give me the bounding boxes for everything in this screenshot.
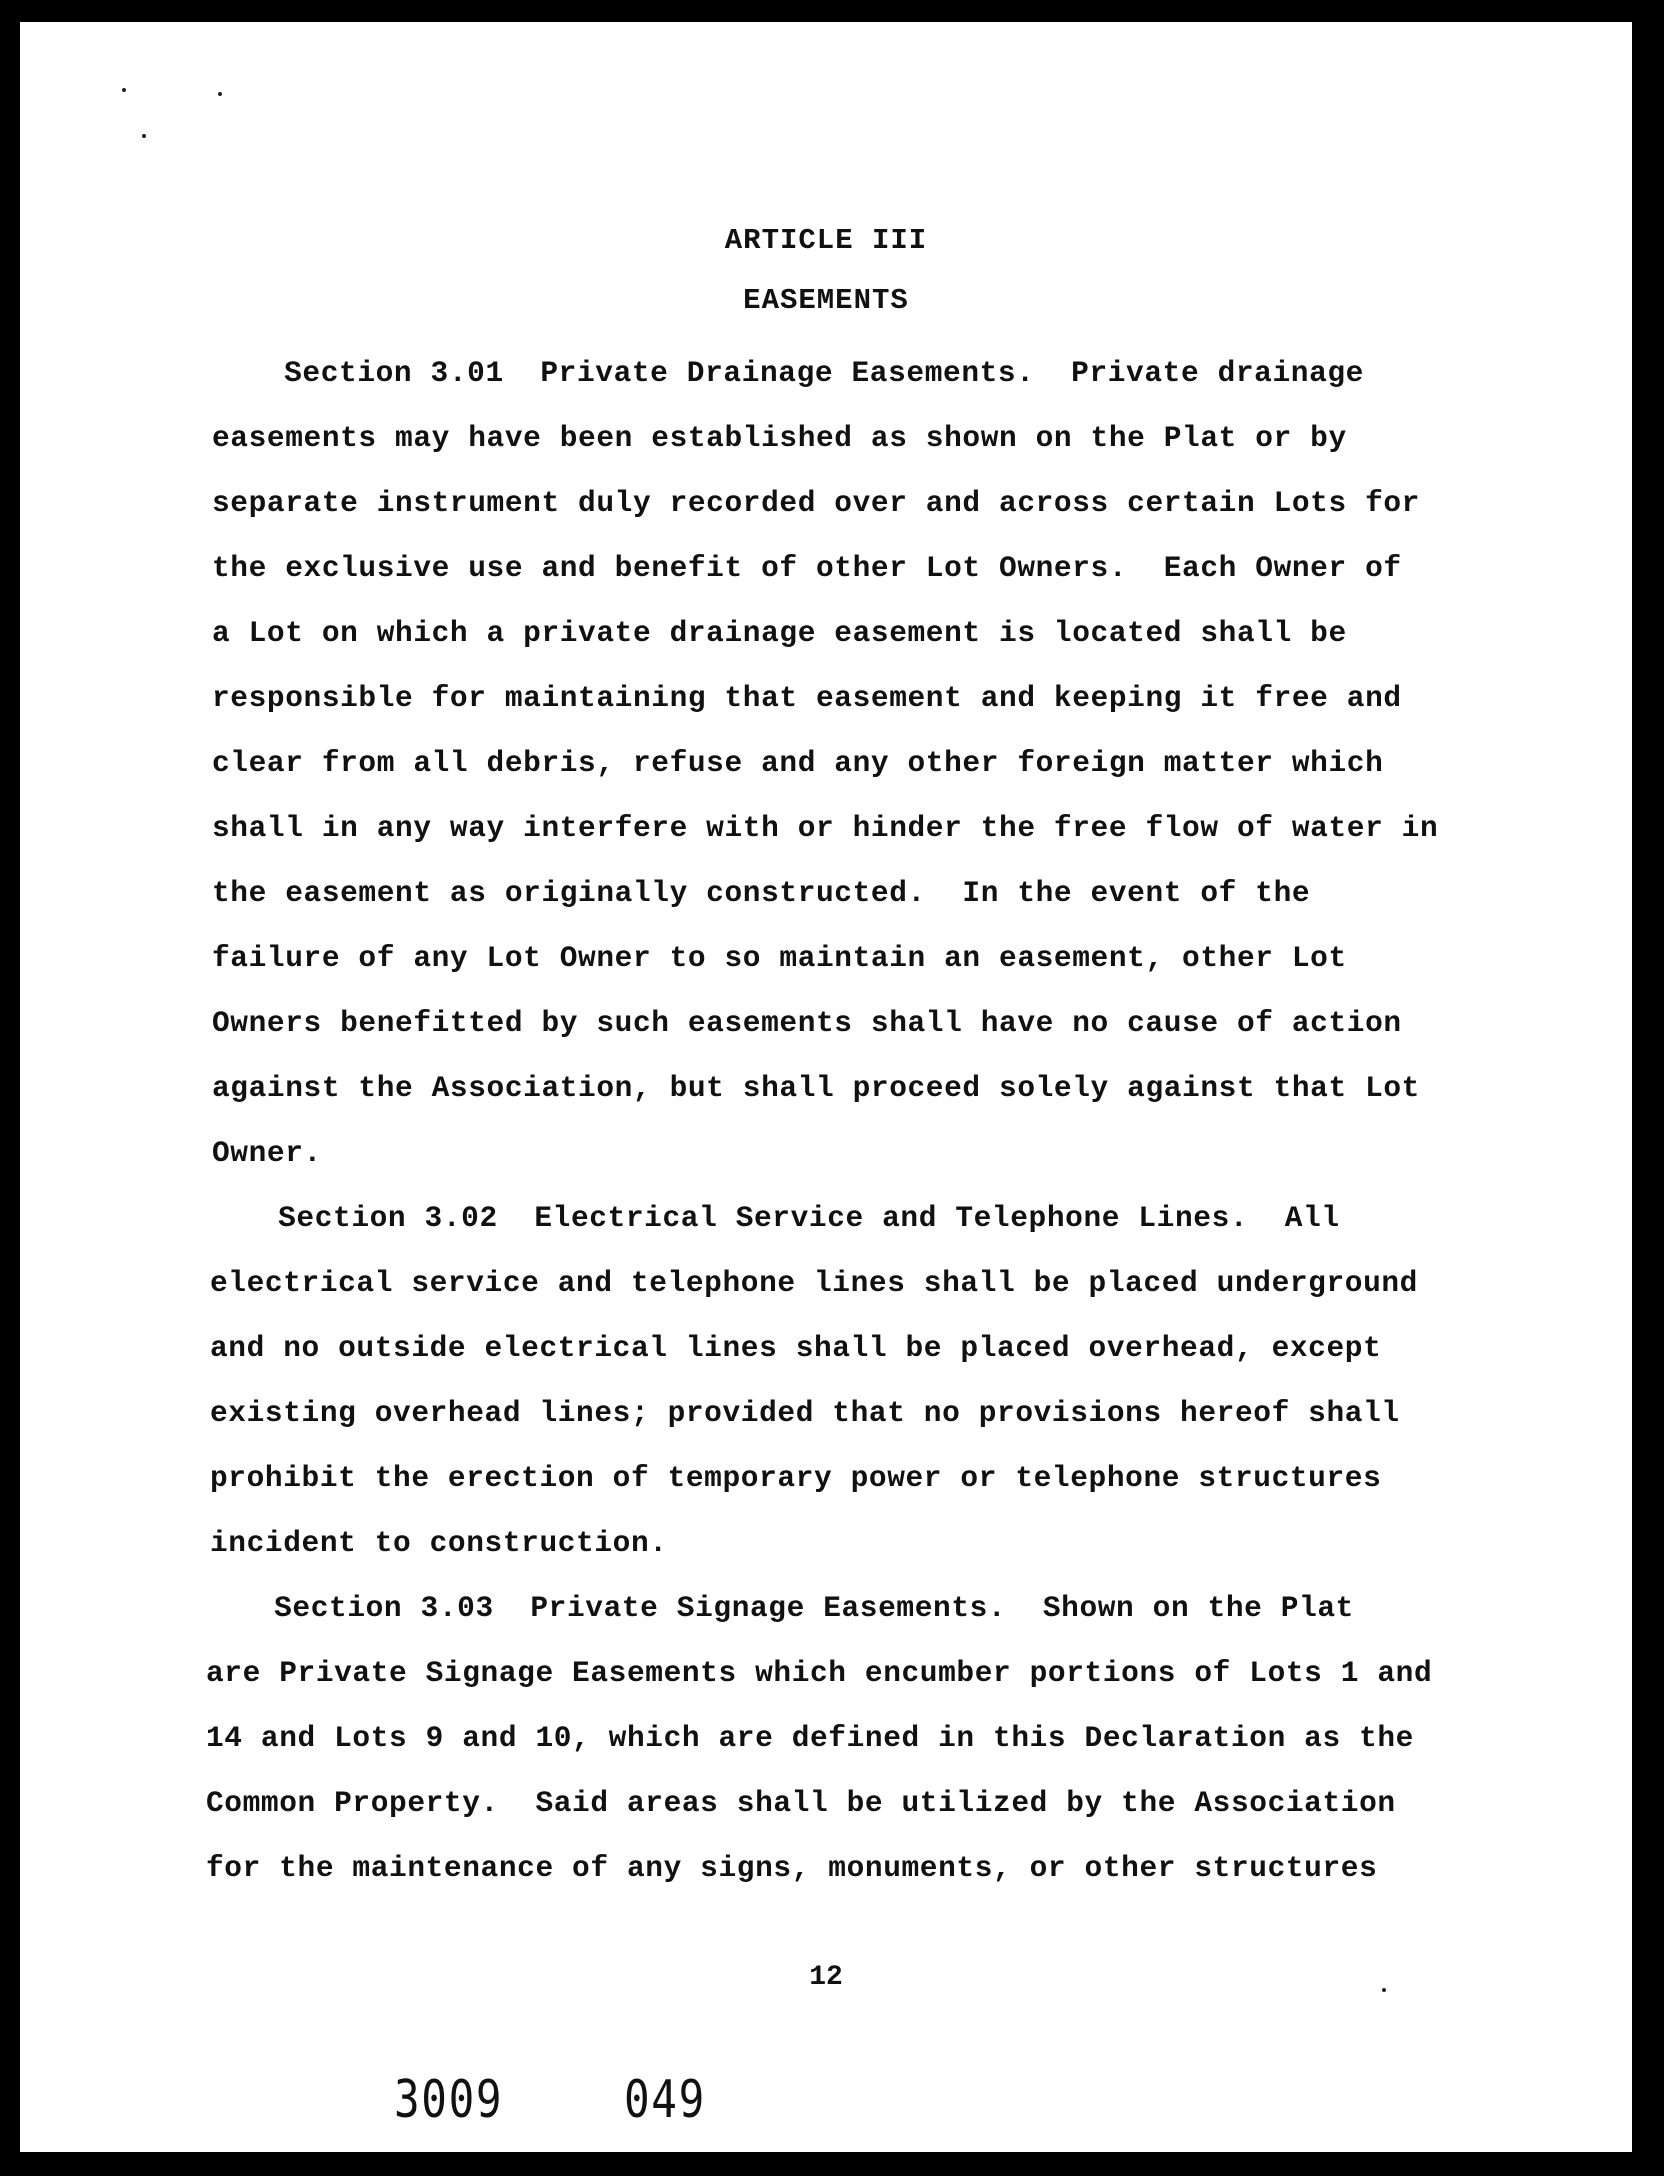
- page-number: 12: [809, 1962, 843, 1993]
- text-line: Section 3.03 Private Signage Easements. Shown on the Plat: [146, 1591, 1354, 1625]
- text-line: Owners benefitted by such easements shall have no cause of action: [212, 1006, 1402, 1040]
- text-line: the easement as originally constructed. In the event of the: [212, 876, 1311, 910]
- document-page: [20, 22, 1632, 2152]
- text-line: a Lot on which a private drainage easement is located shall be: [212, 616, 1347, 650]
- text-line: clear from all debris, refuse and any other foreign matter which: [212, 746, 1384, 780]
- text-line: are Private Signage Easements which encumber portions of Lots 1 and: [206, 1656, 1433, 1690]
- text-line: against the Association, but shall proceed solely against that Lot: [212, 1071, 1420, 1105]
- text-line: shall in any way interfere with or hinder the free flow of water in: [212, 811, 1439, 845]
- stamp-page-number: 049: [624, 2070, 706, 2130]
- text-line: separate instrument duly recorded over and across certain Lots for: [212, 486, 1420, 520]
- text-line: for the maintenance of any signs, monuments, or other structures: [206, 1851, 1378, 1885]
- text-line: Section 3.01 Private Drainage Easements. Private drainage: [156, 356, 1364, 390]
- text-line: Owner.: [212, 1136, 322, 1170]
- text-line: responsible for maintaining that easement and keeping it free and: [212, 681, 1402, 715]
- article-title: ARTICLE III: [724, 224, 928, 257]
- text-line: Common Property. Said areas shall be utilized by the Association: [206, 1786, 1396, 1820]
- text-line: the exclusive use and benefit of other Lot Owners. Each Owner of: [212, 551, 1402, 585]
- article-subtitle: EASEMENTS: [743, 284, 909, 317]
- text-line: easements may have been established as shown on the Plat or by: [212, 421, 1347, 455]
- text-line: Section 3.02 Electrical Service and Telephone Lines. All: [150, 1201, 1340, 1235]
- text-line: failure of any Lot Owner to so maintain an easement, other Lot: [212, 941, 1347, 975]
- scan-speck: [122, 88, 126, 92]
- scan-speck: [218, 92, 222, 96]
- scan-speck: [142, 134, 146, 138]
- text-line: existing overhead lines; provided that no provisions hereof shall: [210, 1396, 1400, 1430]
- text-line: incident to construction.: [210, 1526, 668, 1560]
- text-line: prohibit the erection of temporary power or telephone structures: [210, 1461, 1382, 1495]
- text-line: 14 and Lots 9 and 10, which are defined in this Declaration as the: [206, 1721, 1414, 1755]
- stamp-book-number: 3009: [394, 2070, 504, 2130]
- text-line: electrical service and telephone lines shall be placed underground: [210, 1266, 1418, 1300]
- text-line: and no outside electrical lines shall be placed overhead, except: [210, 1331, 1382, 1365]
